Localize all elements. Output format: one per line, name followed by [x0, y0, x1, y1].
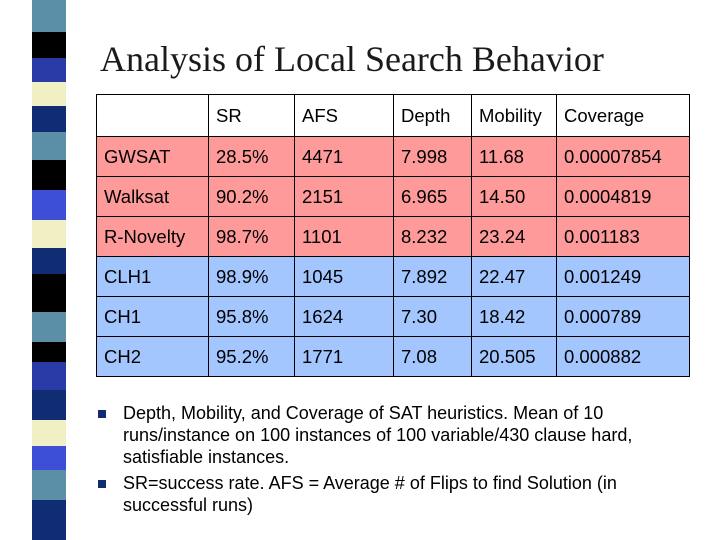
table-cell: 95.8%	[209, 297, 295, 337]
bullet-text: SR=success rate. AFS = Average # of Flips to find Solution (in successful runs)	[123, 473, 617, 515]
header-cell	[97, 95, 209, 137]
table-cell: 0.001183	[557, 217, 690, 257]
table-cell: 98.9%	[209, 257, 295, 297]
table-cell: 7.30	[394, 297, 472, 337]
table-cell: 6.965	[394, 177, 472, 217]
table-row	[97, 337, 690, 377]
table-cell: Walksat	[97, 177, 209, 217]
table-cell: 11.68	[472, 137, 557, 177]
square-bullet-icon	[98, 480, 106, 488]
table-cell: 22.47	[472, 257, 557, 297]
table-cell: 1101	[295, 217, 394, 257]
table-header-row	[97, 95, 690, 137]
results-table	[96, 94, 690, 377]
bullet-text: Depth, Mobility, and Coverage of SAT heuristics. Mean of 10 runs/instance on 100 instances of 100 variable/430 clause hard, satisfiable instances.	[123, 403, 633, 467]
table-row	[97, 137, 690, 177]
decorative-color-strip	[0, 0, 68, 540]
square-bullet-icon	[98, 410, 106, 418]
table-cell: 7.08	[394, 337, 472, 377]
header-cell: AFS	[295, 95, 394, 137]
header-cell: SR	[209, 95, 295, 137]
table-cell: 20.505	[472, 337, 557, 377]
table-cell: 14.50	[472, 177, 557, 217]
table-cell: 1045	[295, 257, 394, 297]
table-cell: 98.7%	[209, 217, 295, 257]
table-cell: 0.0004819	[557, 177, 690, 217]
bullet-item	[96, 472, 696, 516]
table-cell: 1624	[295, 297, 394, 337]
table-cell: 0.000882	[557, 337, 690, 377]
table-cell: 18.42	[472, 297, 557, 337]
table-cell: CH2	[97, 337, 209, 377]
table-cell: 95.2%	[209, 337, 295, 377]
table-cell: 7.892	[394, 257, 472, 297]
table-cell: R-Novelty	[97, 217, 209, 257]
table-cell: CH1	[97, 297, 209, 337]
table-cell: 90.2%	[209, 177, 295, 217]
table-cell: 1771	[295, 337, 394, 377]
header-cell: Mobility	[472, 95, 557, 137]
table-cell: 2151	[295, 177, 394, 217]
table-cell: CLH1	[97, 257, 209, 297]
header-cell: Depth	[394, 95, 472, 137]
slide-title: Analysis of Local Search Behavior	[100, 39, 604, 79]
table-row	[97, 297, 690, 337]
table-cell: 28.5%	[209, 137, 295, 177]
table-cell: 7.998	[394, 137, 472, 177]
table-cell: GWSAT	[97, 137, 209, 177]
table-row	[97, 177, 690, 217]
table-cell: 8.232	[394, 217, 472, 257]
table-cell: 4471	[295, 137, 394, 177]
header-cell: Coverage	[557, 95, 690, 137]
table-cell: 0.001249	[557, 257, 690, 297]
table-cell: 0.00007854	[557, 137, 690, 177]
bullet-item	[96, 402, 696, 468]
table-cell: 23.24	[472, 217, 557, 257]
table-row	[97, 257, 690, 297]
table-cell: 0.000789	[557, 297, 690, 337]
bullet-list	[96, 402, 696, 520]
table-row	[97, 217, 690, 257]
